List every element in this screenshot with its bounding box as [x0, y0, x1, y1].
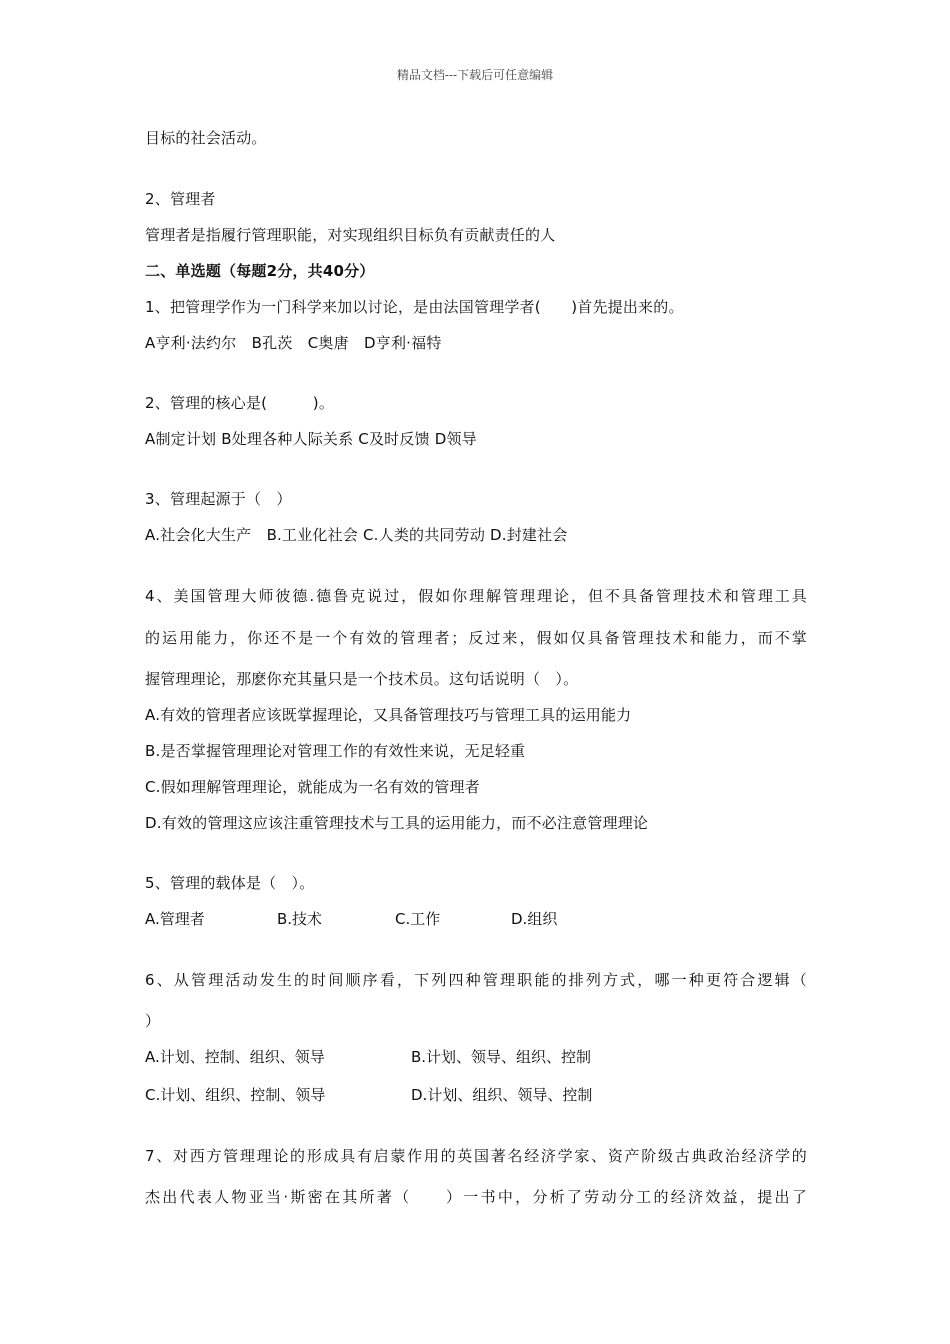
q6-stem-line: ） — [145, 1012, 161, 1030]
q3-stem: 3、管理起源于（ ） — [145, 490, 292, 508]
q7-stem-line: 7、对西方管理理论的形成具有启蒙作用的英国著名经济学家、资产阶级古典政治经济学的 — [145, 1147, 807, 1165]
q6-option: C.计划、组织、控制、领导 — [145, 1086, 326, 1104]
q1-stem: 1、把管理学作为一门科学来加以讨论，是由法国管理学者( )首先提出来的。 — [145, 298, 684, 316]
q5-option: C.工作 — [395, 910, 441, 928]
q4-option: D.有效的管理这应该注重管理技术与工具的运用能力，而不必注意管理理论 — [145, 814, 649, 832]
q6-option: B.计划、领导、组织、控制 — [411, 1048, 592, 1066]
q1-options: A亨利·法约尔 B孔茨 C奥唐 D亨利·福特 — [145, 334, 442, 352]
q4-stem-line: 的运用能力，你还不是一个有效的管理者；反过来，假如仅具备管理技术和能力，而不掌 — [145, 629, 807, 647]
q4-stem-line: 4、美国管理大师彼德.德鲁克说过，假如你理解管理理论，但不具备管理技术和管理工具 — [145, 587, 807, 605]
q5-option: A.管理者 — [145, 910, 205, 928]
q4-option: A.有效的管理者应该既掌握理论，又具备管理技巧与管理工具的运用能力 — [145, 706, 632, 724]
q6-option: D.计划、组织、领导、控制 — [411, 1086, 593, 1104]
page-header: 精品文档---下载后可任意编辑 — [396, 68, 554, 82]
q6-stem-line: 6、从管理活动发生的时间顺序看，下列四种管理职能的排列方式，哪一种更符合逻辑（ — [145, 971, 807, 989]
definition-body: 管理者是指履行管理职能，对实现组织目标负有贡献责任的人 — [145, 226, 556, 244]
q5-stem: 5、管理的载体是（ ）。 — [145, 874, 315, 892]
q7-stem-line: 杰出代表人物亚当·斯密在其所著（ ）一书中，分析了劳动分工的经济效益，提出了 — [145, 1188, 807, 1206]
q5-option: D.组织 — [511, 910, 558, 928]
q2-stem: 2、管理的核心是( )。 — [145, 394, 335, 412]
section-title: 二、单选题（每题2分，共40分） — [145, 262, 375, 280]
q5-option: B.技术 — [277, 910, 323, 928]
q4-stem-line: 握管理理论，那麽你充其量只是一个技术员。这句话说明（ ）。 — [145, 670, 579, 688]
q2-options: A制定计划 B处理各种人际关系 C及时反馈 D领导 — [145, 430, 477, 448]
q4-option: B.是否掌握管理理论对管理工作的有效性来说，无足轻重 — [145, 742, 526, 760]
q3-options: A.社会化大生产 B.工业化社会 C.人类的共同劳动 D.封建社会 — [145, 526, 568, 544]
q4-option: C.假如理解管理理论，就能成为一名有效的管理者 — [145, 778, 480, 796]
q6-option: A.计划、控制、组织、领导 — [145, 1048, 325, 1066]
intro-tail-text: 目标的社会活动。 — [145, 129, 267, 147]
definition-title: 2、管理者 — [145, 190, 216, 208]
